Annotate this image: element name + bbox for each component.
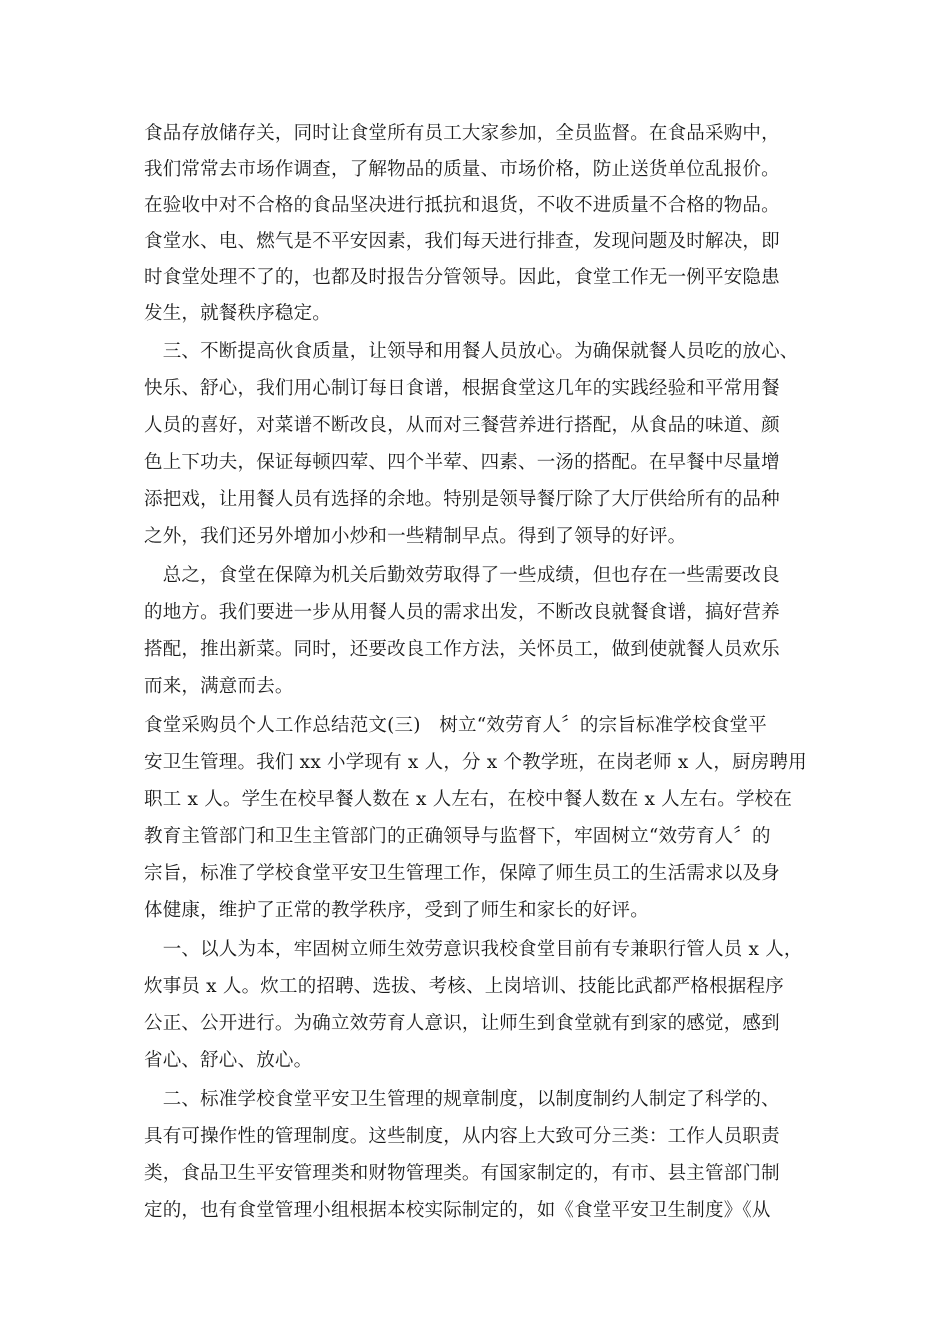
text-line: 类，食品卫生平安管理类和财物管理类。有国家制定的，有市、县主管部门制: [144, 1163, 780, 1184]
text-line: 搭配，推出新菜。同时，还要改良工作方法，关怀员工，做到使就餐人员欢乐: [144, 639, 780, 660]
text-line: 省心、舒心、放心。: [144, 1050, 313, 1071]
text-line: 教育主管部门和卫生主管部门的正确领导与监督下，牢固树立“效劳育人〞的: [144, 826, 771, 847]
text-line: 公正、公开进行。为确立效劳育人意识，让师生到食堂就有到家的感觉，感到: [144, 1013, 780, 1034]
text-line: 具有可操作性的管理制度。这些制度，从内容上大致可分三类：工作人员职责: [144, 1126, 780, 1147]
text-line: 定的，也有食堂管理小组根据本校实际制定的，如《食堂平安卫生制度》《从: [144, 1200, 771, 1221]
text-line: 一、以人为本，牢固树立师生效劳意识我校食堂目前有专兼职行管人员 x 人，: [144, 939, 803, 960]
text-line: 宗旨，标准了学校食堂平安卫生管理工作，保障了师生员工的生活需求以及身: [144, 863, 780, 884]
text-line: 时食堂处理不了的，也都及时报告分管领导。因此，食堂工作无一例平安隐患: [144, 267, 780, 288]
text-line: 快乐、舒心，我们用心制订每日食谱，根据食堂这几年的实践经验和平常用餐: [144, 378, 780, 399]
text-line: 体健康，维护了正常的教学秩序，受到了师生和家长的好评。: [144, 900, 649, 921]
text-line: 二、标准学校食堂平安卫生管理的规章制度，以制度制约人制定了科学的、: [144, 1089, 780, 1110]
text-line: 三、不断提高伙食质量，让领导和用餐人员放心。为确保就餐人员吃的放心、: [144, 341, 799, 362]
text-line: 之外，我们还另外增加小炒和一些精制早点。得到了领导的好评。: [144, 526, 687, 547]
text-line: 炊事员 x 人。炊工的招聘、选拔、考核、上岗培训、技能比武都严格根据程序: [144, 976, 784, 997]
text-line: 色上下功夫，保证每顿四荤、四个半荤、四素、一汤的搭配。在早餐中尽量增: [144, 452, 780, 473]
text-line: 添把戏，让用餐人员有选择的余地。特别是领导餐厅除了大厅供给所有的品种: [144, 489, 780, 510]
text-line: 食品存放储存关，同时让食堂所有员工大家参加，全员监督。在食品采购中，: [144, 123, 780, 144]
text-line: 安卫生管理。我们 xx 小学现有 x 人，分 x 个教学班，在岗老师 x 人，厨房聘用: [144, 752, 807, 773]
text-line: 的地方。我们要进一步从用餐人员的需求出发，不断改良就餐食谱，搞好营养: [144, 602, 780, 623]
text-line: 总之，食堂在保障为机关后勤效劳取得了一些成绩，但也存在一些需要改良: [144, 565, 780, 586]
text-line: 而来，满意而去。: [144, 676, 294, 697]
section-heading-line: 食堂采购员个人工作总结范文(三) 树立“效劳育人〞的宗旨标准学校食堂平: [144, 715, 767, 736]
text-line: 职工 x 人。学生在校早餐人数在 x 人左右，在校中餐人数在 x 人左右。学校在: [144, 789, 793, 810]
text-line: 食堂水、电、燃气是不平安因素，我们每天进行排查，发现问题及时解决，即: [144, 231, 780, 252]
text-line: 发生，就餐秩序稳定。: [144, 303, 332, 324]
text-line: 人员的喜好，对菜谱不断改良，从而对三餐营养进行搭配，从食品的味道、颜: [144, 415, 780, 436]
text-line: 我们常常去市场作调查，了解物品的质量、市场价格，防止送货单位乱报价。: [144, 159, 780, 180]
text-line: 在验收中对不合格的食品坚决进行抵抗和退货，不收不进质量不合格的物品。: [144, 195, 780, 216]
